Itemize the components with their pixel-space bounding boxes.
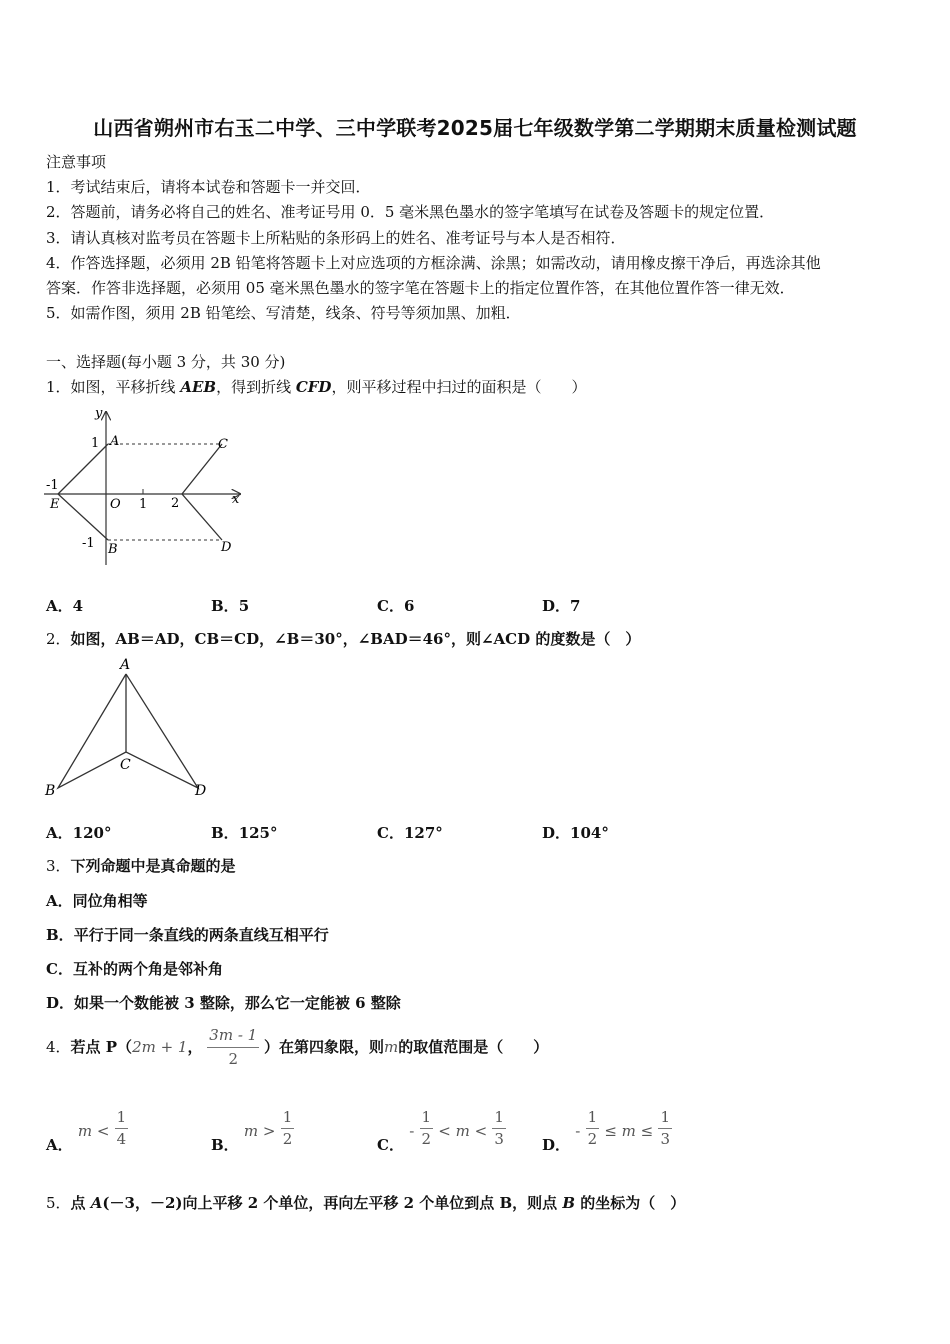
point-c-label: C	[218, 437, 228, 452]
tick-label: 1	[91, 436, 100, 451]
fraction: $\frac{3m - 1}{2}$	[209, 1026, 258, 1068]
option-c[interactable]: C．互补的两个角是邻补角	[46, 960, 223, 978]
question-4-stem: 4．若点 P（2m + 1， $\frac{3m - 1}{2}$ ）在第四象限，则m的取值范围是（ ）	[46, 1026, 549, 1068]
option-a[interactable]: A．同位角相等	[46, 892, 148, 910]
notice-item: 2．答题前，请务必将自己的姓名、准考证号用 0．5 毫米黑色墨水的签字笔填写在试卷及答题卡的规定位置．	[46, 203, 775, 221]
origin-label: O	[110, 497, 121, 512]
option-c[interactable]: C．6	[377, 597, 415, 615]
polyline-aeb	[58, 444, 108, 540]
tick-label: -1	[82, 536, 95, 551]
notice-item: 1．考试结束后，请将本试卷和答题卡一并交回．	[46, 178, 371, 196]
notice-item: 3．请认真核对监考员在答题卡上所粘贴的条形码上的姓名、准考证号与本人是否相符．	[46, 229, 626, 247]
option-b[interactable]: B．5	[211, 597, 250, 615]
tick-label: 1	[139, 497, 148, 512]
section-heading: 一、选择题(每小题 3 分，共 30 分)	[46, 353, 286, 371]
question-5-stem: 5．点 A(－3，－2)向上平移 2 个单位，再向左平移 2 个单位到点 B，则点 B 的坐标为（ ）	[46, 1194, 686, 1212]
option-d[interactable]: D．7	[542, 597, 581, 615]
polyline-cfd	[182, 444, 222, 540]
option-b[interactable]: B．平行于同一条直线的两条直线互相平行	[46, 926, 329, 944]
question-2-figure	[40, 652, 220, 802]
option-d[interactable]: D．104°	[542, 824, 609, 842]
point-c-label: C	[120, 757, 131, 773]
notice-item: 答案．作答非选择题，必须用 05 毫米黑色墨水的签字笔在答题卡上的指定位置作答，在其他位置作答一律无效．	[46, 279, 795, 297]
notice-item: 5．如需作图，须用 2B 铅笔绘、写清楚，线条、符号等须加黑、加粗．	[46, 304, 521, 322]
tick-label: 2	[171, 496, 180, 511]
question-1-stem: 1．如图，平移折线 AEB，得到折线 CFD，则平移过程中扫过的面积是（ ）	[46, 378, 587, 396]
option-a[interactable]: A． m < $\frac{1}{4}$	[46, 1108, 127, 1154]
option-b[interactable]: B． m > $\frac{1}{2}$	[211, 1108, 293, 1154]
option-a[interactable]: A．120°	[46, 824, 112, 842]
option-a[interactable]: A．4	[46, 597, 84, 615]
tick-label: -1	[46, 478, 59, 493]
option-d[interactable]: D．如果一个数能被 3 整除，那么它一定能被 6 整除	[46, 994, 401, 1012]
point-d-label: D	[221, 540, 232, 555]
option-b[interactable]: B．125°	[211, 824, 278, 842]
notice-item: 4．作答选择题，必须用 2B 铅笔将答题卡上对应选项的方框涂满、涂黑；如需改动，请用橡皮擦干净后，再选涂其他	[46, 254, 821, 272]
page-title: 山西省朔州市右玉二中学、三中学联考2025届七年级数学第二学期期末质量检测试题	[93, 116, 857, 140]
option-c[interactable]: C．127°	[377, 824, 443, 842]
point-a-label: A	[120, 657, 131, 673]
question-2-stem: 2．如图，AB＝AD，CB＝CD，∠B＝30°，∠BAD＝46°，则∠ACD 的度数是（ ）	[46, 630, 641, 648]
point-a-label: A	[110, 434, 120, 449]
point-b-label: B	[45, 783, 56, 799]
question-1-figure	[44, 400, 254, 570]
x-label: x	[232, 492, 240, 507]
question-3-stem: 3．下列命题中是真命题的是	[46, 857, 236, 875]
point-b-label: B	[108, 542, 118, 557]
point-e-label: E	[50, 497, 60, 512]
point-d-label: D	[195, 783, 207, 799]
notice-heading: 注意事项	[46, 153, 107, 171]
y-label: y	[95, 406, 103, 421]
option-c[interactable]: C． - $\frac{1}{2}$ < m < $\frac{1}{3}$	[377, 1108, 504, 1154]
option-d[interactable]: D． - $\frac{1}{2}$ ≤ m ≤ $\frac{1}{3}$	[542, 1108, 671, 1154]
